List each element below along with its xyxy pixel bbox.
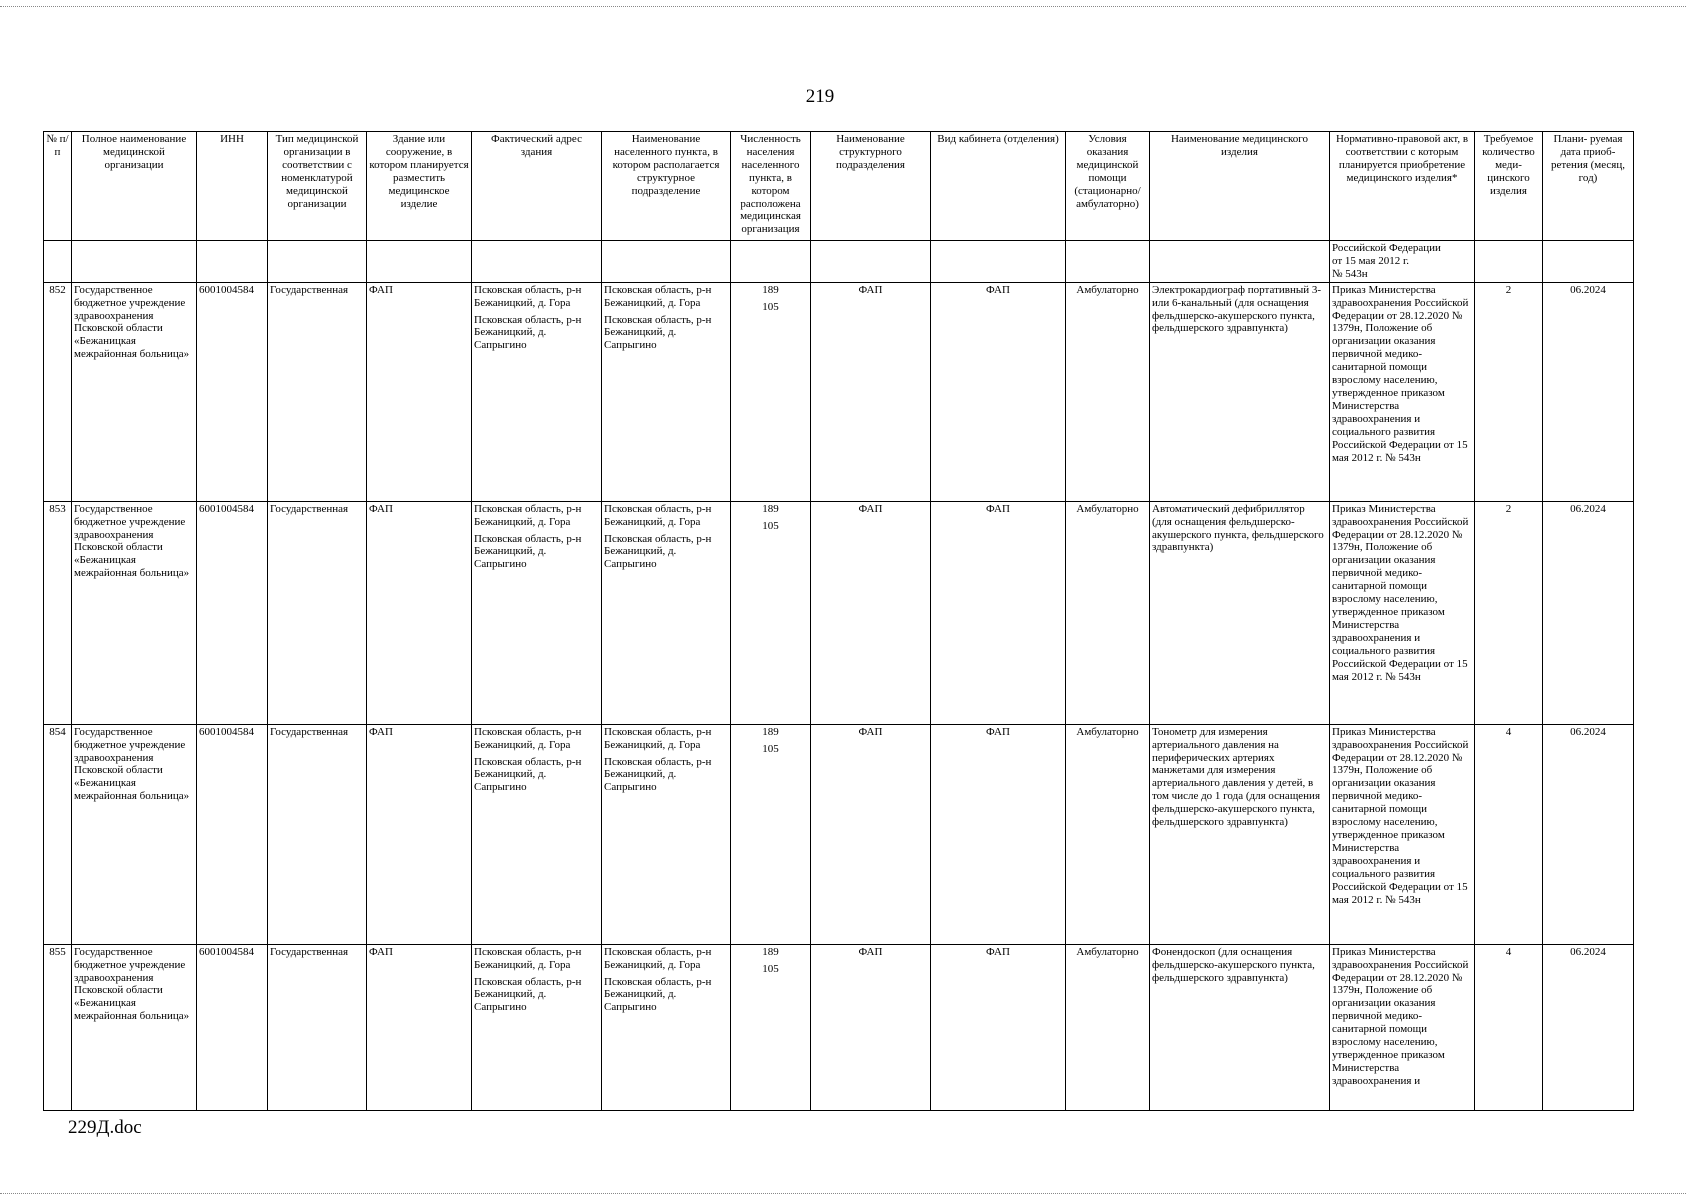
row-population: 189 105 <box>731 944 811 1110</box>
row-org-type: Государственная <box>268 944 367 1110</box>
table-row <box>44 282 1634 501</box>
row-conditions: Амбулаторно <box>1066 944 1150 1110</box>
row-population: 189 105 <box>731 724 811 944</box>
header-population: Численность населения населенного пункта, в котором расположена медицинская организация <box>731 132 811 241</box>
row-date: 06.2024 <box>1543 724 1634 944</box>
row-building: ФАП <box>367 282 472 501</box>
row-quantity: 2 <box>1475 501 1543 724</box>
row-org-name: Государственное бюджетное учреждение здравоохранения Псковской области «Бежаницкая межрайонная больница» <box>72 944 197 1110</box>
row-org-name: Государственное бюджетное учреждение здравоохранения Псковской области «Бежаницкая межрайонная больница» <box>72 501 197 724</box>
header-inn: ИНН <box>197 132 268 241</box>
row-org-name: Государственное бюджетное учреждение здравоохранения Псковской области «Бежаницкая межрайонная больница» <box>72 724 197 944</box>
row-division: ФАП <box>811 944 931 1110</box>
row-inn: 6001004584 <box>197 282 268 501</box>
header-act: Нормативно-правовой акт, в соответствии с которым планируется приобретение медицинского изделия* <box>1330 132 1475 241</box>
header-address: Фактический адрес здания <box>472 132 602 241</box>
row-cabinet: ФАП <box>931 724 1066 944</box>
row-device: Электрокардиограф портативный 3- или 6-канальный (для оснащения фельдшерско-акушерского пункта, фельдшерского здравпункта) <box>1150 282 1330 501</box>
header-conditions: Условия оказания медицинской помощи (стационарно/ амбулаторно) <box>1066 132 1150 241</box>
row-date: 06.2024 <box>1543 944 1634 1110</box>
row-act: Приказ Министерства здравоохранения Российской Федерации от 28.12.2020 № 1379н, Положение об организации оказания первичной медико-санитарной помощи взрослому населению, утвержденное приказом Министерства здравоохранения и социального развития Российской Федерации от 15 мая 2012 г. № 543н <box>1330 282 1475 501</box>
header-building: Здание или сооружение, в котором планируется разместить медицинское изделие <box>367 132 472 241</box>
scan-edge-top <box>0 0 1686 7</box>
row-address: Псковская область, р-н Бежаницкий, д. Гора Псковская область, р-н Бежаницкий, д. Сапрыгино <box>472 501 602 724</box>
page-number: 219 <box>805 86 835 107</box>
row-cabinet: ФАП <box>931 282 1066 501</box>
row-division: ФАП <box>811 724 931 944</box>
footer-filename: 229Д.doc <box>68 1117 142 1138</box>
row-division: ФАП <box>811 501 931 724</box>
header-org-type: Тип медицинской организации в соответствии с номенклатурой медицинской организации <box>268 132 367 241</box>
equipment-table <box>43 131 1634 1111</box>
row-device: Фонендоскоп (для оснащения фельдшерско-акушерского пункта, фельдшерского здравпункта) <box>1150 944 1330 1110</box>
row-date: 06.2024 <box>1543 282 1634 501</box>
row-inn: 6001004584 <box>197 501 268 724</box>
row-conditions: Амбулаторно <box>1066 724 1150 944</box>
row-device: Автоматический дефибриллятор (для оснащения фельдшерско-акушерского пункта, фельдшерского здравпункта) <box>1150 501 1330 724</box>
row-population: 189 105 <box>731 282 811 501</box>
row-quantity: 2 <box>1475 282 1543 501</box>
row-population: 189 105 <box>731 501 811 724</box>
row-org-type: Государственная <box>268 724 367 944</box>
row-act: Приказ Министерства здравоохранения Российской Федерации от 28.12.2020 № 1379н, Положение об организации оказания первичной медико-санитарной помощи взрослому населению, утвержденное приказом Министерства здравоохранения и социального развития Российской Федерации от 15 мая 2012 г. № 543н <box>1330 724 1475 944</box>
header-division: Наименование структурного подразделения <box>811 132 931 241</box>
row-num: 853 <box>44 501 72 724</box>
table-row <box>44 944 1634 1110</box>
row-cabinet: ФАП <box>931 944 1066 1110</box>
row-inn: 6001004584 <box>197 724 268 944</box>
row-device: Тонометр для измерения артериального давления на периферических артериях манжетами для измерения артериального давления у детей, в том числе до 1 года (для оснащения фельдшерско-акушерского пункта, фельдшерского здравпункта) <box>1150 724 1330 944</box>
header-date: Плани- руемая дата приоб- ретения (месяц, год) <box>1543 132 1634 241</box>
row-address: Псковская область, р-н Бежаницкий, д. Гора Псковская область, р-н Бежаницкий, д. Сапрыгино <box>472 724 602 944</box>
row-division: ФАП <box>811 282 931 501</box>
row-org-name: Государственное бюджетное учреждение здравоохранения Псковской области «Бежаницкая межрайонная больница» <box>72 282 197 501</box>
row-num: 854 <box>44 724 72 944</box>
row-cabinet: ФАП <box>931 501 1066 724</box>
header-cabinet: Вид кабинета (отделения) <box>931 132 1066 241</box>
row-date: 06.2024 <box>1543 501 1634 724</box>
table-header-row <box>44 132 1634 241</box>
row-settlement: Псковская область, р-н Бежаницкий, д. Гора Псковская область, р-н Бежаницкий, д. Сапрыгино <box>602 282 731 501</box>
row-address: Псковская область, р-н Бежаницкий, д. Гора Псковская область, р-н Бежаницкий, д. Сапрыгино <box>472 282 602 501</box>
header-settlement: Наименование населенного пункта, в котором располагается структурное подразделение <box>602 132 731 241</box>
row-settlement: Псковская область, р-н Бежаницкий, д. Гора Псковская область, р-н Бежаницкий, д. Сапрыгино <box>602 501 731 724</box>
row-inn: 6001004584 <box>197 944 268 1110</box>
row-quantity: 4 <box>1475 944 1543 1110</box>
header-num: № п/п <box>44 132 72 241</box>
row-act: Приказ Министерства здравоохранения Российской Федерации от 28.12.2020 № 1379н, Положение об организации оказания первичной медико-санитарной помощи взрослому населению, утвержденное приказом Министерства здравоохранения и <box>1330 944 1475 1110</box>
row-settlement: Псковская область, р-н Бежаницкий, д. Гора Псковская область, р-н Бежаницкий, д. Сапрыгино <box>602 944 731 1110</box>
table-row <box>44 724 1634 944</box>
header-quantity: Требуемое количество меди- цинского изделия <box>1475 132 1543 241</box>
row-num: 855 <box>44 944 72 1110</box>
continuation-row <box>44 241 1634 283</box>
header-device: Наименование медицинского изделия <box>1150 132 1330 241</box>
continuation-act-cell: Российской Федерации от 15 мая 2012 г. № 543н <box>1330 241 1475 283</box>
table-row <box>44 501 1634 724</box>
row-building: ФАП <box>367 724 472 944</box>
header-org-name: Полное наименование медицинской организации <box>72 132 197 241</box>
row-quantity: 4 <box>1475 724 1543 944</box>
row-address: Псковская область, р-н Бежаницкий, д. Гора Псковская область, р-н Бежаницкий, д. Сапрыгино <box>472 944 602 1110</box>
row-act: Приказ Министерства здравоохранения Российской Федерации от 28.12.2020 № 1379н, Положение об организации оказания первичной медико-санитарной помощи взрослому населению, утвержденное приказом Министерства здравоохранения и социального развития Российской Федерации от 15 мая 2012 г. № 543н <box>1330 501 1475 724</box>
row-settlement: Псковская область, р-н Бежаницкий, д. Гора Псковская область, р-н Бежаницкий, д. Сапрыгино <box>602 724 731 944</box>
row-building: ФАП <box>367 944 472 1110</box>
scan-edge-bottom <box>0 1193 1686 1200</box>
row-conditions: Амбулаторно <box>1066 501 1150 724</box>
row-org-type: Государственная <box>268 282 367 501</box>
row-org-type: Государственная <box>268 501 367 724</box>
row-conditions: Амбулаторно <box>1066 282 1150 501</box>
row-building: ФАП <box>367 501 472 724</box>
row-num: 852 <box>44 282 72 501</box>
